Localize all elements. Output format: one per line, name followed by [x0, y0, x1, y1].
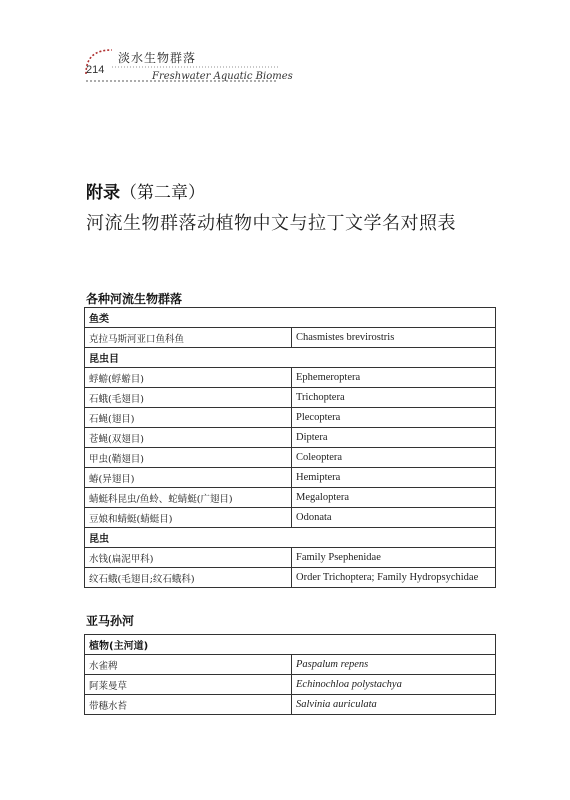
latin-name-cell: Paspalum repens	[292, 655, 496, 675]
group-label: 鱼类	[85, 308, 496, 328]
latin-name-cell: Salvinia auriculata	[292, 695, 496, 715]
group-row	[85, 635, 496, 655]
chinese-name-cell: 石蝇(翅目)	[85, 408, 292, 428]
latin-name-cell: Ephemeroptera	[292, 368, 496, 388]
chinese-name-cell: 苍蝇(双翅目)	[85, 428, 292, 448]
table-row	[85, 568, 496, 588]
table-row	[85, 328, 496, 348]
latin-name-cell: Family Psephenidae	[292, 548, 496, 568]
chinese-name-cell: 甲虫(鞘翅目)	[85, 448, 292, 468]
latin-name-cell: Plecoptera	[292, 408, 496, 428]
latin-name-cell: Order Trichoptera; Family Hydropsychidae	[292, 568, 496, 588]
page-number: 214	[86, 64, 105, 76]
section-title-amazon: 亚马孙河	[86, 614, 135, 628]
table-row	[85, 368, 496, 388]
group-row	[85, 308, 496, 328]
chinese-name-cell: 蝽(异翅目)	[85, 468, 292, 488]
appendix-heading	[86, 178, 456, 203]
chinese-name-cell: 带穗水苔	[85, 695, 292, 715]
chinese-name-cell: 水雀稗	[85, 655, 292, 675]
latin-name-cell: Trichoptera	[292, 388, 496, 408]
group-row	[85, 528, 496, 548]
chinese-name-cell: 蜻蜓科昆虫/鱼蛉、蛇蜻蜓(广翅目)	[85, 488, 292, 508]
group-label: 昆虫目	[85, 348, 496, 368]
appendix-label: 附录	[86, 183, 120, 203]
table-row	[85, 468, 496, 488]
chinese-name-cell: 水钱(扁泥甲科)	[85, 548, 292, 568]
latin-name-cell: Odonata	[292, 508, 496, 528]
table-row	[85, 488, 496, 508]
species-table-river	[84, 307, 496, 588]
chinese-name-cell: 蜉蝣(蜉蝣目)	[85, 368, 292, 388]
appendix-subtitle: 河流生物群落动植物中文与拉丁文学名对照表	[86, 213, 456, 234]
table-row	[85, 655, 496, 675]
table-row	[85, 675, 496, 695]
group-label: 植物(主河道)	[85, 635, 496, 655]
latin-name-cell: Hemiptera	[292, 468, 496, 488]
species-table-amazon	[84, 634, 496, 715]
section-title-river-biomes: 各种河流生物群落	[86, 292, 183, 306]
chinese-name-cell: 纹石蛾(毛翅目;纹石蛾科)	[85, 568, 292, 588]
table-row	[85, 695, 496, 715]
page-header	[0, 0, 570, 100]
latin-name-cell: Chasmistes brevirostris	[292, 328, 496, 348]
series-title-en: Freshwater Aquatic Biomes	[152, 71, 293, 82]
latin-name-cell: Diptera	[292, 428, 496, 448]
chinese-name-cell: 豆娘和蜻蜓(蜻蜓目)	[85, 508, 292, 528]
series-title-cn: 淡水生物群落	[118, 51, 197, 65]
chinese-name-cell: 克拉马斯河亚口鱼科鱼	[85, 328, 292, 348]
latin-name-cell: Echinochloa polystachya	[292, 675, 496, 695]
table-row	[85, 408, 496, 428]
latin-name-cell: Megaloptera	[292, 488, 496, 508]
table-row	[85, 428, 496, 448]
table-row	[85, 508, 496, 528]
latin-name-cell: Coleoptera	[292, 448, 496, 468]
appendix-title-block	[86, 178, 456, 235]
header-ornament	[0, 0, 570, 100]
chinese-name-cell: 石蛾(毛翅目)	[85, 388, 292, 408]
table-row	[85, 388, 496, 408]
table-row	[85, 448, 496, 468]
chapter-label: （第二章）	[120, 183, 205, 203]
table-row	[85, 548, 496, 568]
group-label: 昆虫	[85, 528, 496, 548]
group-row	[85, 348, 496, 368]
chinese-name-cell: 阿莱曼草	[85, 675, 292, 695]
